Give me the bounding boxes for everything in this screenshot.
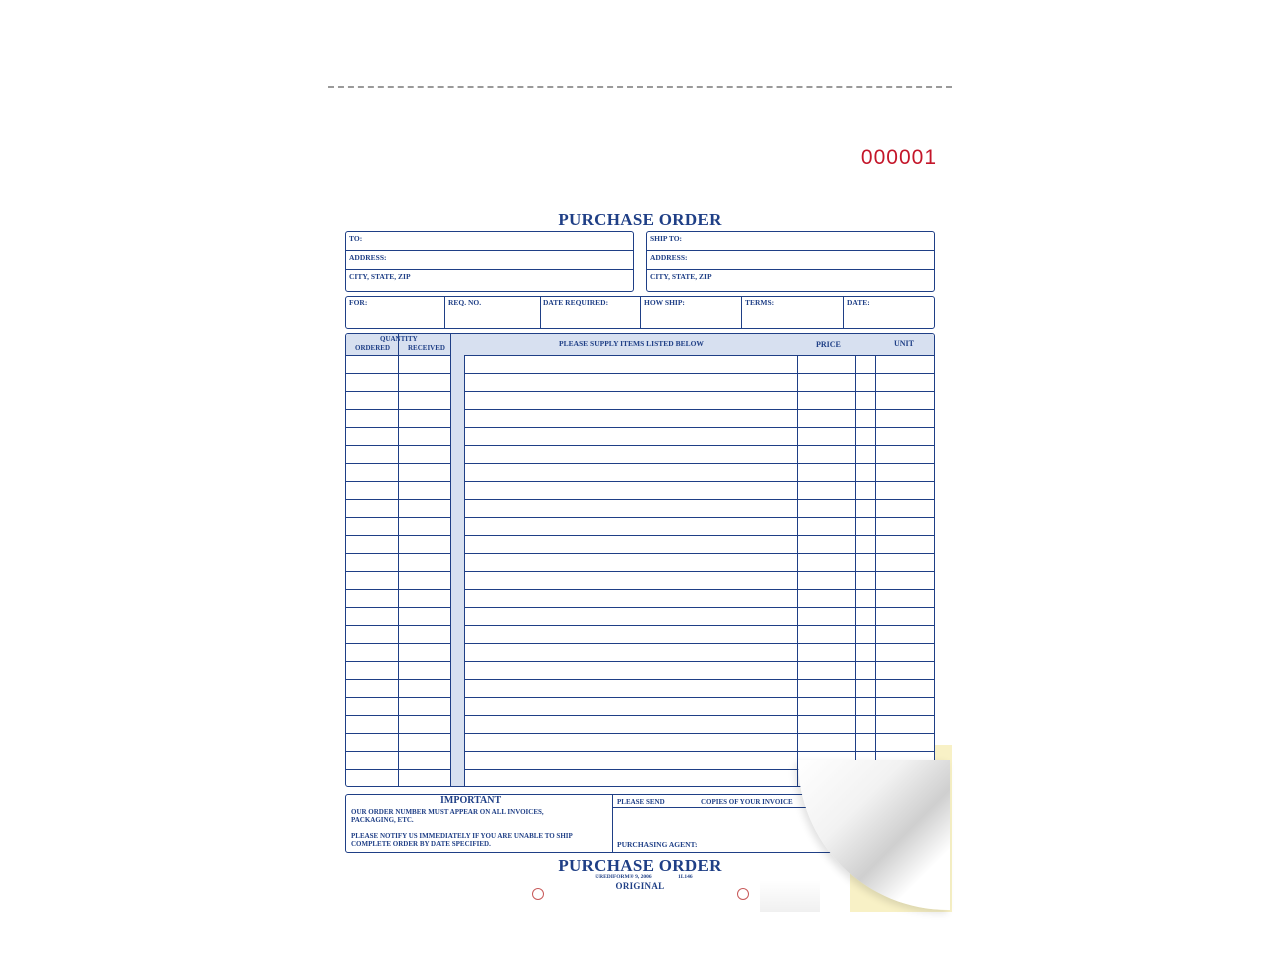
to-city-label: CITY, STATE, ZIP <box>349 272 411 281</box>
table-row <box>346 697 934 716</box>
ship-address-label: ADDRESS: <box>650 253 688 262</box>
ship-city-label: CITY, STATE, ZIP <box>650 272 712 281</box>
column-rule <box>855 355 856 786</box>
supply-header: PLEASE SUPPLY ITEMS LISTED BELOW <box>559 339 704 348</box>
unit-header: UNIT <box>894 339 915 348</box>
binding-hole-right <box>737 888 749 900</box>
to-box <box>345 231 634 292</box>
bottom-title: PURCHASE ORDER <box>558 856 722 875</box>
table-row <box>346 553 934 572</box>
copyright-text: ©REDIFORM® 9, 2006 <box>595 874 652 880</box>
table-row <box>346 427 934 446</box>
please-send-label: PLEASE SEND <box>617 798 665 806</box>
column-rule <box>464 355 465 786</box>
table-row <box>346 445 934 464</box>
ship-to-label: SHIP TO: <box>650 234 683 243</box>
purchasing-agent-label: PURCHASING AGENT: <box>617 840 698 849</box>
column-rule <box>398 334 399 786</box>
column-rule <box>450 334 451 786</box>
table-row <box>346 373 934 392</box>
table-row <box>346 607 934 626</box>
ship-to-box <box>646 231 935 292</box>
items-table <box>345 333 935 787</box>
terms-label: TERMS: <box>745 298 775 307</box>
table-row <box>346 481 934 500</box>
row-number-strip <box>450 355 464 786</box>
to-label: TO: <box>349 234 363 243</box>
how-ship-label: HOW SHIP: <box>644 298 685 307</box>
note-notify-2: COMPLETE ORDER BY DATE SPECIFIED. <box>351 840 491 848</box>
serial-number: 000001 <box>860 146 937 169</box>
table-row <box>346 355 934 374</box>
table-row <box>346 679 934 698</box>
curl-shadow <box>760 880 820 912</box>
form-title: PURCHASE ORDER <box>558 210 722 229</box>
table-row <box>346 517 934 536</box>
table-row <box>346 463 934 482</box>
table-row <box>346 733 934 752</box>
table-row <box>346 625 934 644</box>
note-notify-1: PLEASE NOTIFY US IMMEDIATELY IF YOU ARE UNABLE TO SHIP <box>351 832 573 840</box>
note-order-number-1: OUR ORDER NUMBER MUST APPEAR ON ALL INVOICES, <box>351 808 544 816</box>
table-row <box>346 409 934 428</box>
table-row <box>346 499 934 518</box>
note-order-number-2: PACKAGING, ETC. <box>351 816 414 824</box>
table-row <box>346 661 934 680</box>
table-row <box>346 589 934 608</box>
received-header: RECEIVED <box>408 344 445 352</box>
table-row <box>346 715 934 734</box>
form-code: 1L146 <box>678 874 693 880</box>
for-label: FOR: <box>349 298 368 307</box>
column-rule <box>875 355 876 786</box>
ordered-header: ORDERED <box>355 344 391 352</box>
quantity-header: QUANTITY <box>380 335 418 343</box>
column-rule <box>797 355 798 786</box>
date-label: DATE: <box>847 298 870 307</box>
table-row <box>346 571 934 590</box>
table-row <box>346 391 934 410</box>
price-header: PRICE <box>816 340 841 349</box>
important-heading: IMPORTANT <box>440 795 502 806</box>
info-row <box>345 296 935 329</box>
perforation-line <box>328 86 952 88</box>
table-row <box>346 535 934 554</box>
binding-hole-left <box>532 888 544 900</box>
copies-label: COPIES OF YOUR INVOICE <box>701 798 793 806</box>
date-required-label: DATE REQUIRED: <box>543 298 609 307</box>
to-address-label: ADDRESS: <box>349 253 387 262</box>
copy-label: ORIGINAL <box>615 881 665 891</box>
req-no-label: REQ. NO. <box>448 298 482 307</box>
table-row <box>346 643 934 662</box>
